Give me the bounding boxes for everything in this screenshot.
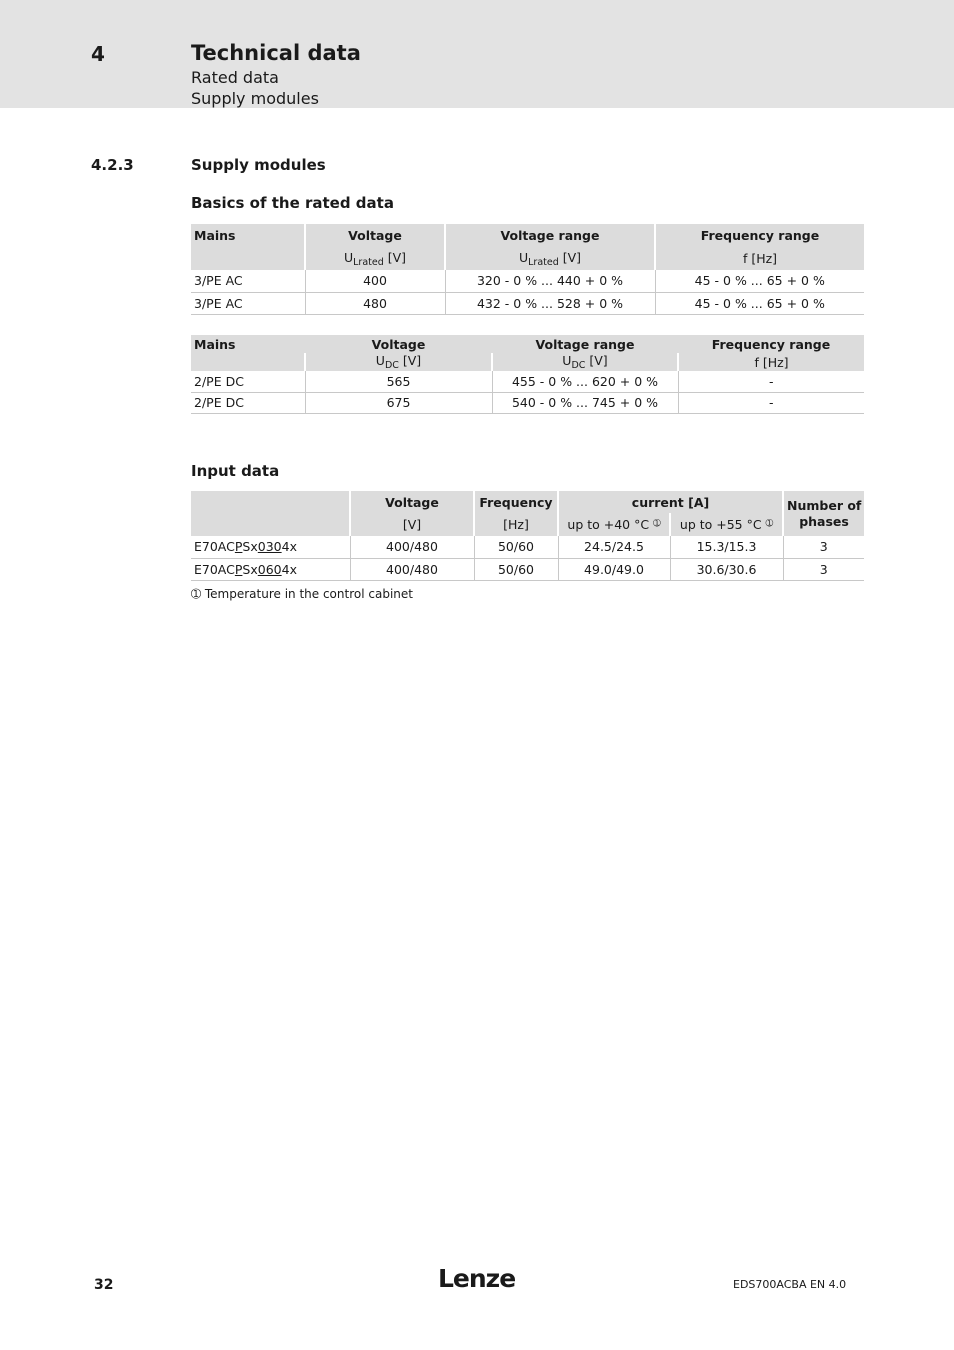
table-row	[191, 270, 864, 292]
dc-header-voltage-range: Voltage range	[492, 335, 678, 353]
type-code-part-underlined: 030	[257, 539, 282, 555]
ac-header-voltage: Voltage	[305, 224, 445, 247]
input-unit-current-40-label: up to +40 °C	[567, 517, 654, 532]
type-code-part-underlined: 060	[257, 561, 282, 577]
dc-unit-voltage-symbol: U	[375, 353, 385, 368]
header-subtitle-supply-modules: Supply modules	[191, 89, 319, 108]
type-code-part: 4x	[281, 561, 297, 577]
ac-row-2-range: 432 - 0 % ... 528 + 0 %	[445, 292, 655, 314]
input-table-header-row	[191, 491, 864, 513]
dc-unit-voltage	[305, 353, 492, 371]
dc-header-mains: Mains	[191, 335, 305, 353]
table-row	[191, 392, 864, 413]
input-header-phases-line-1: Number of	[787, 497, 862, 513]
dc-row-2-mains: 2/PE DC	[191, 392, 305, 413]
ac-row-2-mains: 3/PE AC	[191, 292, 305, 314]
input-header-phases	[783, 491, 864, 536]
input-row-1-phases: 3	[783, 536, 864, 558]
type-code-part: E70AC	[194, 539, 235, 555]
dc-unit-range-subscript: DC	[571, 360, 586, 371]
ac-unit-range-symbol: U	[518, 249, 529, 265]
ac-unit-voltage-symbol: U	[343, 249, 354, 265]
type-code-part: E70AC	[194, 561, 235, 577]
dc-rated-data-table	[191, 335, 864, 414]
ac-unit-range-unit: [V]	[558, 249, 582, 265]
dc-unit-range-symbol: U	[562, 353, 572, 368]
dc-row-1-freq: -	[678, 371, 864, 392]
input-header-current: current [A]	[558, 491, 783, 513]
page-number: 32	[94, 1277, 114, 1293]
ac-row-1-range: 320 - 0 % ... 440 + 0 %	[445, 270, 655, 292]
input-row-2-type	[191, 558, 350, 580]
dc-header-frequency-range: Frequency range	[678, 335, 864, 353]
dc-unit-voltage-range	[492, 353, 678, 371]
input-row-1-type	[191, 536, 350, 558]
input-data-title: Input data	[191, 462, 280, 480]
ac-header-frequency-range: Frequency range	[655, 224, 864, 247]
input-unit-current-40	[558, 513, 670, 536]
ac-table-unit-row	[191, 247, 864, 270]
lenze-logo: Lenze	[438, 1264, 516, 1293]
dc-unit-mains-blank	[191, 353, 305, 371]
type-code-part: Sx	[242, 561, 258, 577]
dc-table-unit-row	[191, 353, 864, 371]
ac-row-1-freq: 45 - 0 % ... 65 + 0 %	[655, 270, 864, 292]
ac-row-2-voltage: 480	[305, 292, 445, 314]
dc-row-2-range: 540 - 0 % ... 745 + 0 %	[492, 392, 678, 413]
chapter-title: Technical data	[191, 41, 361, 65]
dc-unit-frequency: f [Hz]	[678, 353, 864, 371]
ac-header-mains: Mains	[191, 224, 305, 247]
footnote-temperature: ➀ Temperature in the control cabinet	[191, 587, 413, 601]
input-row-2-frequency: 50/60	[474, 558, 558, 580]
ac-unit-mains-blank	[191, 247, 305, 270]
type-code-part: Sx	[242, 539, 258, 555]
ac-row-1-voltage: 400	[305, 270, 445, 292]
input-row-2-phases: 3	[783, 558, 864, 580]
section-title: Supply modules	[191, 156, 326, 174]
footnote-marker-40: ➀	[653, 519, 661, 529]
header-subtitle-rated-data: Rated data	[191, 68, 279, 87]
footnote-marker-55: ➀	[765, 519, 774, 529]
table-row	[191, 536, 864, 558]
dc-unit-voltage-subscript: DC	[384, 360, 399, 371]
input-row-2-current-55: 30.6/30.6	[670, 558, 783, 580]
dc-table-header-row	[191, 335, 864, 353]
ac-header-voltage-range: Voltage range	[445, 224, 655, 247]
ac-unit-voltage-subscript: Lrated	[353, 256, 384, 268]
input-unit-voltage: [V]	[350, 513, 474, 536]
ac-row-1-mains: 3/PE AC	[191, 270, 305, 292]
input-header-type-blank	[191, 491, 350, 536]
type-code-part-underlined: P	[234, 561, 243, 577]
ac-table-header-row	[191, 224, 864, 247]
ac-unit-voltage-unit: [V]	[383, 249, 407, 265]
dc-row-1-range: 455 - 0 % ... 620 + 0 %	[492, 371, 678, 392]
ac-unit-frequency: f [Hz]	[655, 247, 864, 270]
ac-unit-range-subscript: Lrated	[528, 256, 559, 268]
input-header-phases-line-2: phases	[799, 513, 849, 529]
dc-header-voltage: Voltage	[305, 335, 492, 353]
ac-unit-voltage-range	[445, 247, 655, 270]
input-unit-current-55	[670, 513, 783, 536]
table-row	[191, 558, 864, 580]
chapter-number: 4	[91, 42, 105, 66]
input-row-2-current-40: 49.0/49.0	[558, 558, 670, 580]
dc-row-2-voltage: 675	[305, 392, 492, 413]
type-code-part-underlined: P	[234, 539, 243, 555]
input-unit-frequency: [Hz]	[474, 513, 558, 536]
dc-unit-voltage-unit: [V]	[398, 353, 422, 368]
input-header-frequency: Frequency	[474, 491, 558, 513]
dc-row-1-mains: 2/PE DC	[191, 371, 305, 392]
dc-row-2-freq: -	[678, 392, 864, 413]
dc-row-1-voltage: 565	[305, 371, 492, 392]
table-row	[191, 371, 864, 392]
ac-row-2-freq: 45 - 0 % ... 65 + 0 %	[655, 292, 864, 314]
document-id: EDS700ACBA EN 4.0	[733, 1278, 847, 1291]
table-row	[191, 292, 864, 314]
input-row-1-voltage: 400/480	[350, 536, 474, 558]
ac-rated-data-table	[191, 224, 864, 315]
section-number: 4.2.3	[91, 156, 134, 174]
input-header-voltage: Voltage	[350, 491, 474, 513]
dc-unit-range-unit: [V]	[585, 353, 608, 368]
input-row-2-voltage: 400/480	[350, 558, 474, 580]
input-row-1-current-55: 15.3/15.3	[670, 536, 783, 558]
basics-title: Basics of the rated data	[191, 194, 394, 212]
type-code-part: 4x	[281, 539, 297, 555]
ac-unit-voltage	[305, 247, 445, 270]
header-band	[0, 0, 954, 108]
input-unit-current-55-label: up to +55 °C	[679, 517, 766, 532]
input-row-1-current-40: 24.5/24.5	[558, 536, 670, 558]
input-data-table	[191, 491, 864, 581]
input-row-1-frequency: 50/60	[474, 536, 558, 558]
